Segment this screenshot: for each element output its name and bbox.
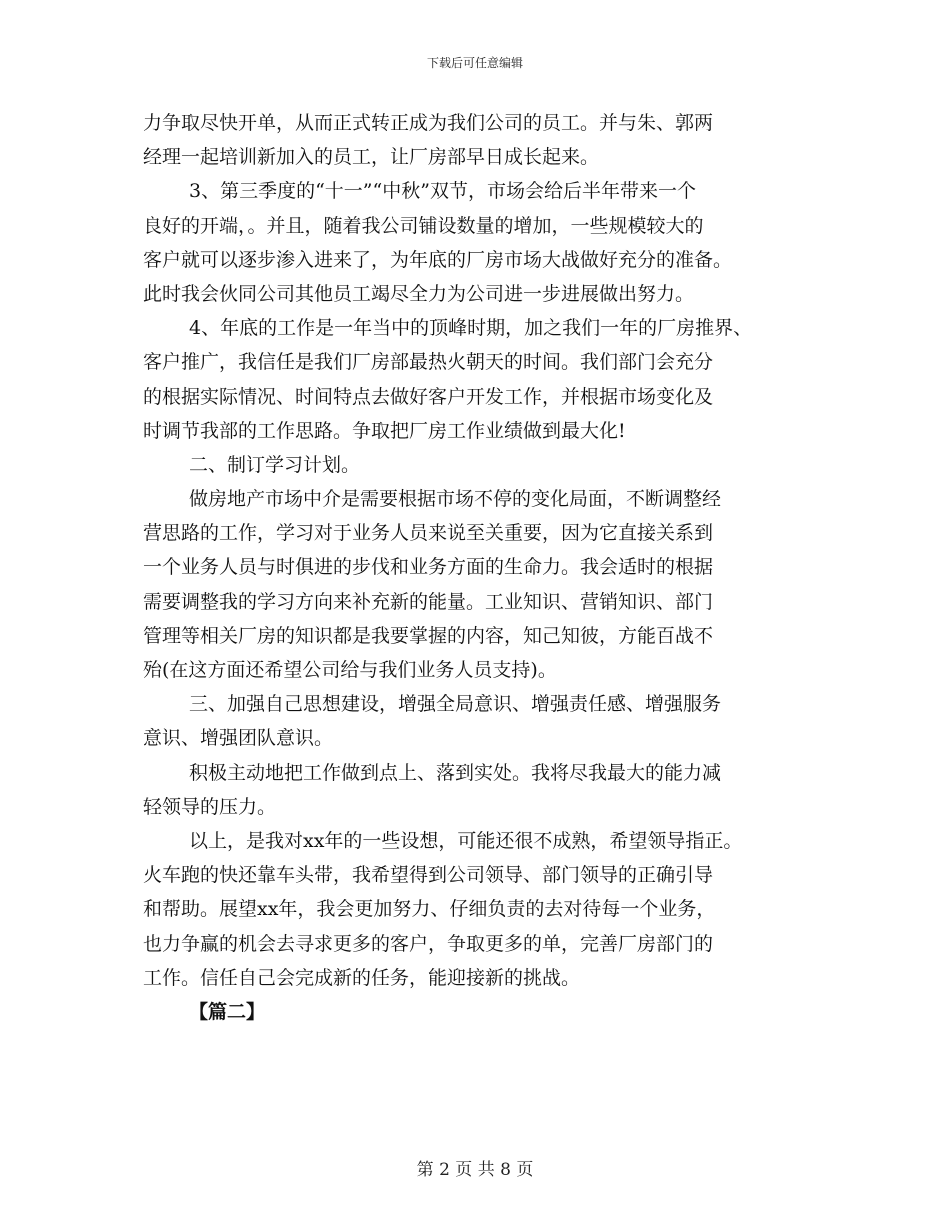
text-line: 4、年底的工作是一年当中的顶峰时期，加之我们一年的厂房推界、 <box>189 317 753 340</box>
page-header: 下载后可任意编辑 <box>426 56 523 70</box>
text-line: 时调节我部的工作思路。争取把厂房工作业绩做到最大化! <box>143 419 626 442</box>
text-line: 需要调整我的学习方向来补充新的能量。工业知识、营销知识、部门 <box>143 590 714 613</box>
text-line: 殆(在这方面还希望公司给与我们业务人员支持)。 <box>143 659 557 681</box>
text-line: 3、第三季度的“十一”“中秋”双节，市场会给后半年带来一个 <box>189 180 696 203</box>
page-footer: 第 2 页 共 8 页 <box>416 1160 534 1180</box>
text-line: 意识、增强团队意识。 <box>143 727 334 750</box>
text-line: 一个业务人员与时俱进的步伐和业务方面的生命力。我会适时的根据 <box>143 556 714 579</box>
text-line: 经理一起培训新加入的员工，让厂房部早日成长起来。 <box>143 146 600 169</box>
text-line: 轻领导的压力。 <box>143 795 277 818</box>
text-line: 工作。信任自己会完成新的任务，能迎接新的挑战。 <box>143 966 581 989</box>
text-line: 力争取尽快开单，从而正式转正成为我们公司的员工。并与朱、郭两 <box>143 112 714 134</box>
document-body <box>143 106 823 1029</box>
section-heading: 三、加强自己思想建设，增强全局意识、增强责任感、增强服务 <box>189 693 722 716</box>
text-line: 管理等相关厂房的知识都是我要掌握的内容，知己知彼，方能百战不 <box>143 624 714 647</box>
text-line: 此时我会伙同公司其他员工竭尽全力为公司进一步进展做出努力。 <box>143 282 695 305</box>
part-heading: 【篇二】 <box>189 1000 266 1023</box>
text-line: 良好的开端，。并且，随着我公司铺设数量的增加，一些规模较大的 <box>143 214 704 237</box>
text-line: 积极主动地把工作做到点上、落到实处。我将尽我最大的能力减 <box>189 761 722 784</box>
text-line: 做房地产市场中介是需要根据市场不停的变化局面，不断调整经 <box>189 488 722 511</box>
text-line: 的根据实际情况、时间特点去做好客户开发工作，并根据市场变化及 <box>143 385 714 408</box>
text-line: 和帮助。展望xx年，我会更加努力、仔细负责的去对待每一个业务， <box>143 898 716 921</box>
text-line: 以上，是我对xx年的一些设想，可能还很不成熟，希望领导指正。 <box>189 829 743 852</box>
text-line: 客户推广，我信任是我们厂房部最热火朝天的时间。我们部门会充分 <box>143 351 714 374</box>
text-line: 也力争赢的机会去寻求更多的客户，争取更多的单，完善厂房部门的 <box>143 932 714 955</box>
section-heading: 二、制订学习计划。 <box>189 453 361 476</box>
text-line: 营思路的工作，学习对于业务人员来说至关重要，因为它直接关系到 <box>143 522 714 545</box>
text-line: 客户就可以逐步渗入进来了，为年底的厂房市场大战做好充分的准备。 <box>143 248 733 271</box>
text-line: 火车跑的快还靠车头带，我希望得到公司领导、部门领导的正确引导 <box>143 864 714 887</box>
